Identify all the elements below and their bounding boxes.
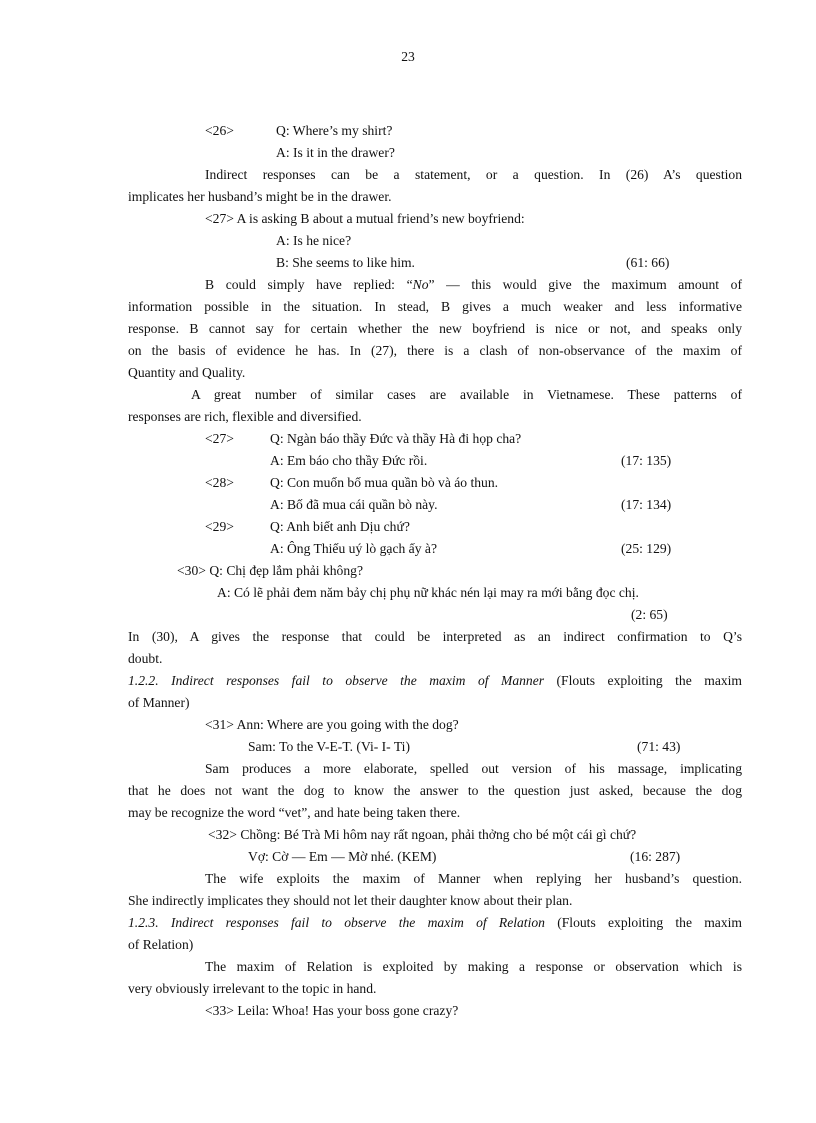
example-number: <29> (205, 519, 234, 534)
paragraph-line: responses are rich, flexible and diversified. (128, 409, 362, 424)
paragraph-line: that he does not want the dog to know the answer to the question just asked, because the dog (128, 783, 742, 798)
example-answer: A: Ông Thiếu uý lò gạch ấy à? (270, 541, 437, 556)
paragraph-line: very obviously irrelevant to the topic in hand. (128, 981, 377, 996)
example-number: <28> (205, 475, 234, 490)
example-answer: A: Bố đã mua cái quần bò này. (270, 497, 438, 512)
paragraph-line: may be recognize the word “vet”, and hate being taken there. (128, 805, 461, 820)
example-question: <32> Chồng: Bé Trà Mi hôm nay rất ngoan, phải thởng cho bé một cái gì chứ? (208, 827, 637, 842)
paragraph-line: Sam produces a more elaborate, spelled out version of his massage, implicating (205, 761, 742, 776)
citation: (2: 65) (631, 607, 668, 622)
paragraph-line: Quantity and Quality. (128, 365, 246, 380)
example-question: Q: Where’s my shirt? (276, 123, 393, 138)
paragraph-line: B could simply have replied: “No” — this would give the maximum amount of (205, 277, 742, 292)
example-answer: Vợ: Cờ — Em — Mờ nhé. (KEM) (248, 849, 437, 864)
paragraph-line: on the basis of evidence he has. In (27), there is a clash of non-observance of the maxim of (128, 343, 742, 358)
example-question: Q: Anh biết anh Dịu chứ? (270, 519, 410, 534)
example-question: Q: Ngàn báo thầy Đức và thầy Hà đi họp cha? (270, 431, 522, 446)
paragraph-line: information possible in the situation. In stead, B gives a much weaker and less informative (128, 299, 742, 314)
citation: (17: 135) (621, 453, 672, 468)
paragraph-line: The wife exploits the maxim of Manner when replying her husband’s question. (205, 871, 742, 886)
example-number: <26> (205, 123, 234, 138)
paragraph-line: doubt. (128, 651, 163, 666)
example-intro: <27> A is asking B about a mutual friend’s new boyfriend: (205, 211, 525, 226)
section-heading: of Relation) (128, 937, 194, 952)
example-answer: B: She seems to like him. (276, 255, 415, 270)
citation: (61: 66) (626, 255, 670, 270)
section-heading: 1.2.2. Indirect responses fail to observe the maxim of Manner (Flouts exploiting the maxim (128, 673, 743, 688)
example-question: Q: Con muốn bố mua quần bò và áo thun. (270, 475, 499, 490)
paragraph-line: In (30), A gives the response that could be interpreted as an indirect confirmation to Q’s (128, 629, 742, 644)
page-number: 23 (401, 49, 415, 64)
example-answer: Sam: To the V-E-T. (Vi- I- Ti) (248, 739, 410, 754)
section-heading: of Manner) (128, 695, 190, 710)
example-question: <31> Ann: Where are you going with the dog? (205, 717, 459, 732)
paragraph-line: response. B cannot say for certain whether the new boyfriend is nice or not, and speaks only (128, 321, 742, 336)
paragraph-line: A great number of similar cases are available in Vietnamese. These patterns of (191, 387, 742, 402)
paragraph-line: The maxim of Relation is exploited by making a response or observation which is (205, 959, 742, 974)
example-answer: A: Is it in the drawer? (276, 145, 395, 160)
citation: (25: 129) (621, 541, 672, 556)
section-heading: 1.2.3. Indirect responses fail to observe the maxim of Relation (Flouts exploiting the maxim (128, 915, 742, 930)
citation: (71: 43) (637, 739, 681, 754)
paragraph-line: Indirect responses can be a statement, or a question. In (26) A’s question (205, 167, 742, 182)
example-question: <30> Q: Chị đẹp lắm phải không? (177, 563, 363, 578)
example-answer: A: Có lẽ phải đem năm bảy chị phụ nữ khác nén lại may ra mới bằng đọc chị. (217, 585, 639, 600)
paragraph-line: implicates her husband’s might be in the drawer. (128, 189, 392, 204)
example-answer: A: Is he nice? (276, 233, 352, 248)
example-question: <33> Leila: Whoa! Has your boss gone crazy? (205, 1003, 459, 1018)
example-number: <27> (205, 431, 234, 446)
citation: (17: 134) (621, 497, 672, 512)
example-answer: A: Em báo cho thầy Đức rồi. (270, 453, 428, 468)
paragraph-line: She indirectly implicates they should not let their daughter know about their plan. (128, 893, 573, 908)
citation: (16: 287) (630, 849, 681, 864)
